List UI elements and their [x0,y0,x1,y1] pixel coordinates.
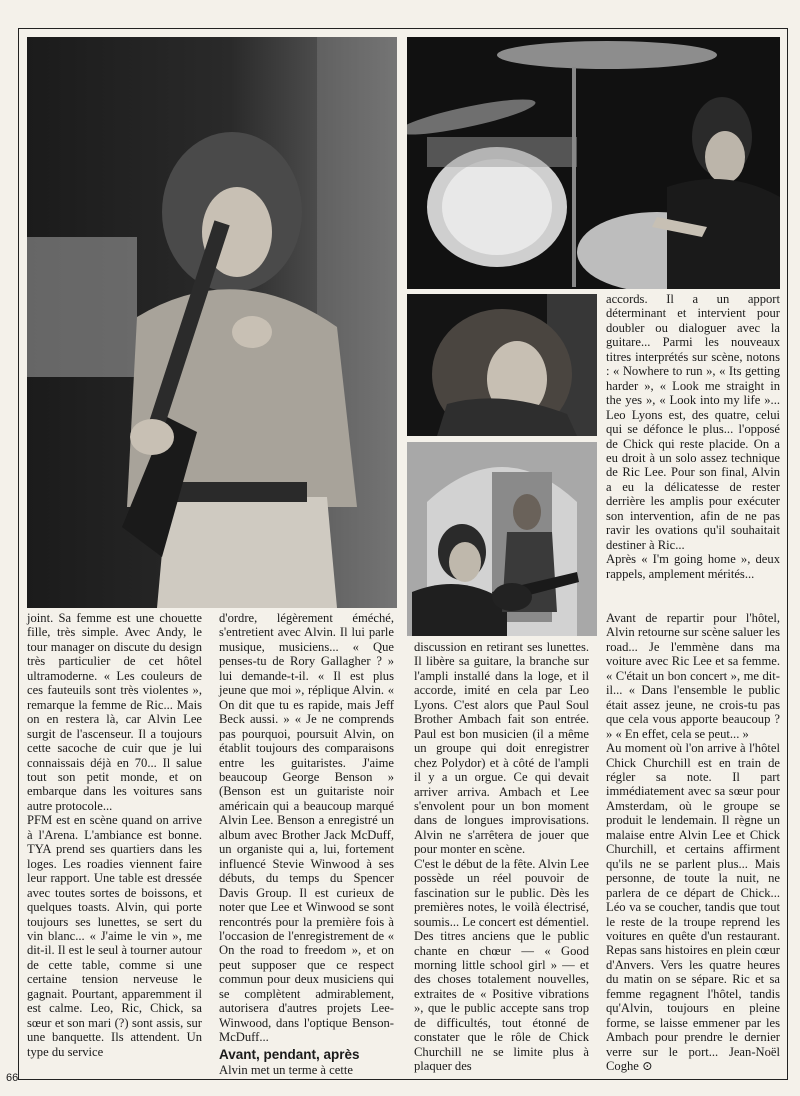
column-1 [27,611,202,1059]
paragraph: d'ordre, légèrement éméché, s'entretient avec Alvin. Il lui parle musique, musiciens... « Que penses-tu de Rory Gallagher ? » lui demande-t-il. « Il est plus jeune que moi », réplique Alvin. « On dit que tu es rapide, mais Jeff Beck aussi. » « Je ne comprends pas pourquoi, poursuit Alvin, on établit toujours des comparaisons entre les guitaristes. J'aime beaucoup George Benson » (Benson est un guitariste noir américain qui a beaucoup marqué Alvin Lee. Benson a enregistré un album avec Brother Jack McDuff, un organiste qui a, lui, fortement influencé Stevie Winwood à ses débuts, du temps du Spencer Davis Group. Il est curieux de noter que Lee et Winwood se sont rencontrés pour la première fois à l'occasion de l'enregistrement de « On the road to freedom », et on peut supposer que ce respect commun pour deux musiciens qui se complètent admirablement, autorisera d'autres projets Lee-Winwood, dans l'optique Benson-McDuff... [219,611,394,1045]
paragraph: accords. Il a un apport déterminant et intervient pour doubler ou dialoguer avec la guitare... Parmi les nouveaux titres interprétés sur scène, notons : « Nowhere to run », « Its getting harder », « Look me straight in the yes », « Look into my life »... Leo Lyons est, des quatre, celui qui se défonce le plus... l'opposé de Chick qui reste placide. On a eu droit à un solo assez technique de Ric Lee. Pour son final, Alvin a eu la délicatesse de rester derrière les amplis pour exécuter son intervention, afin de ne pas ravir les ovations qu'il souhaitait destiner à Ric... [606,292,780,552]
paragraph: Alvin met un terme à cette [219,1062,353,1077]
paragraph [606,741,780,1073]
column-4-upper [606,292,780,581]
guitarist-photo [27,37,397,608]
section-heading: Avant, pendant, après [219,1046,360,1062]
paragraph: C'est le début de la fête. Alvin Lee possède un réel pouvoir de fascination sur le public. Dès les premières notes, le voilà électrisé, soumis... Le concert est démentiel. Des titres anciens que le public chante en chœur — « Good morning little school girl » — et des choses totalement nouvelles, extraites de « Positive vibrations », que le public accepte sans trop de difficultés, tout étonné de constater que le rôle de Chick Churchill ne se limite plus à plaquer des [414,856,589,1074]
bassist-photo [407,294,597,436]
column-2 [219,611,394,1077]
paragraph: discussion en retirant ses lunettes. Il libère sa guitare, la branche sur l'ampli installé dans la loge, et il accorde, imité en cela par Leo Lyons. C'est alors que Paul Soul Brother Ambach fait son entrée. Paul est bon musicien (il a même un groupe qui doit enregistrer chez Polydor) et à côté de l'ampli il y a un orgue. Ce qui devait arriver arriva. Ambach et Lee s'envolent pour un bon moment dans de longues improvisations. Alvin ne s'arrêtera de jouer que pour monter en scène. [414,640,589,857]
end-mark-icon: ⊙ [642,1059,653,1074]
author-signature: Jean-Noël Coghe [606,1044,780,1074]
organist-photo [407,442,597,636]
column-4-lower [606,611,780,1074]
paragraph: Avant de repartir pour l'hôtel, Alvin retourne sur scène saluer les road... Je l'emmène dans ma voiture avec Ric Lee et sa femme. « C'était un bon concert », me dit-il... « Dans l'ensemble le public était assez jeune, ne crois-tu pas que cela vous apporte beaucoup ? » « En effet, cela se peut... » [606,611,780,741]
column-3 [414,640,589,1074]
page-number: 66 [6,1072,19,1084]
paragraph: joint. Sa femme est une chouette fille, très simple. Avec Andy, le tour manager on discute du design très particulier de cet hôtel ultramoderne. « Les couleurs de ces fauteuils sont très violentes », remarque la femme de Ric... Mais on en restera là, car Alvin Lee surgit de l'ascenseur. Il a toujours cette sacoche de cuir que je lui connaissais déjà en 70... Il salue tout son petit monde, et on embarque dans les voitures sans autre protocole... [27,611,202,813]
paragraph: Après « I'm going home », deux rappels, amplement mérités... [606,552,780,581]
drummer-photo [407,37,780,289]
paragraph: PFM est en scène quand on arrive à l'Arena. L'ambiance est bonne. TYA prend ses quartiers dans les loges. Les roadies viennent faire leur rapport. Une table est dressée avec toutes sortes de boissons, et quelques toasts. Alvin, qui porte toujours ses lunettes, se sert du vin blanc... « J'aime le vin », me dit-il. Il est le seul à tourner autour de cette table, comme si une certaine tension nerveuse le gagnait. Pourtant, apparemment il est calme. Leo, Ric, Chick, sa sœur et son mari (?) sont assis, sur une banquette. Ils attendent. Un type du service [27,813,202,1059]
paragraph-text: Au moment où l'on arrive à l'hôtel Chick Churchill est en train de régler sa note. Il part immédiatement avec sa sœur pour Amsterdam, où le groupe se produit le lendemain. Il règne un malaise entre Alvin Lee et Chick Churchill, et certains affirment qu'ils ne se parlent plus... Mais personne, de toute la nuit, ne parlera de ce départ de Chick... Léo va se coucher, tandis que tout le reste de la troupe reprend les voitures en quête d'un restaurant. Repas sans histoires en plein cœur d'Anvers. Vers les quatre heures du matin on se sépare. Ric et sa femme regagnent l'hôtel, tandis qu'Alvin, toujours en pleine forme, se laisse emmener par les Ambach pour prendre le dernier verre sur le port... [606,741,780,1059]
